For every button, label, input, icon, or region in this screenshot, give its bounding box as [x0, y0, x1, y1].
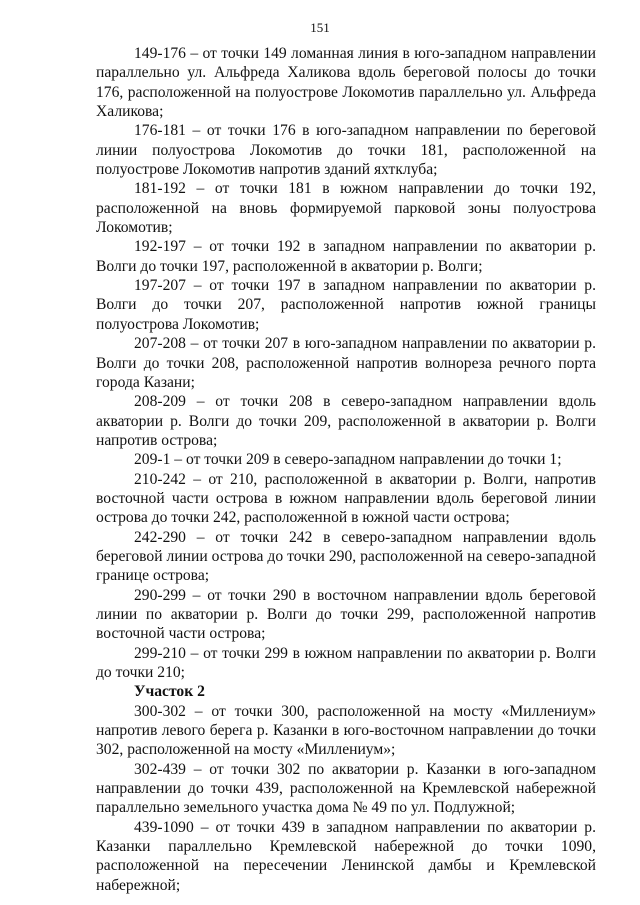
boundary-paragraph: 207-208 – от точки 207 в юго-западном направлении по акватории р. Волги до точки 208, расположенной напротив волнореза речного порта города Казани; [96, 335, 596, 391]
boundary-paragraph: 208-209 – от точки 208 в северо-западном направлении вдоль акватории р. Волги до точки 209, расположенной в акватории р. Волги напротив острова; [96, 393, 596, 449]
boundary-paragraph: 176-181 – от точки 176 в юго-западном направлении по береговой линии полуострова Локомотив до точки 181, расположенной на полуострове Локомотив напротив зданий яхтклуба; [96, 122, 596, 179]
boundary-paragraph: 299-210 – от точки 299 в южном направлении по акватории р. Волги до точки 210; [96, 644, 596, 681]
section-heading: Участок 2 [134, 683, 205, 701]
page-number: 151 [310, 20, 330, 35]
boundary-paragraph: 209-1 – от точки 209 в северо-западном направлении до точки 1; [134, 451, 562, 469]
boundary-paragraph: 290-299 – от точки 290 в восточном направлении вдоль береговой линии по акватории р. Волги до точки 299, расположенной напротив восточной части острова; [96, 586, 596, 643]
boundary-paragraph: 181-192 – от точки 181 в южном направлении до точки 192, расположенной на вновь формируемой парковой зоны полуострова Локомотив; [96, 180, 596, 237]
boundary-paragraph: 302-439 – от точки 302 по акватории р. Казанки в юго-западном направлении до точки 439, расположенной на Кремлевской набережной параллельно земельного участка дома № 49 по ул. Подлужной; [96, 760, 596, 817]
document-body [96, 44, 596, 895]
boundary-paragraph: 197-207 – от точки 197 в западном направлении по акватории р. Волги до точки 207, расположенной напротив южной границы полуострова Локомотив; [96, 277, 596, 333]
boundary-paragraph: 439-1090 – от точки 439 в западном направлении по акватории р. Казанки параллельно Кремлевской набережной до точки 1090, расположенной на пересечении Ленинской дамбы и Кремлевской набережной; [96, 818, 596, 894]
boundary-paragraph: 149-176 – от точки 149 ломанная линия в юго-западном направлении параллельно ул. Альфреда Халикова вдоль береговой полосы до точки 176, расположенной на полуострове Локомотив параллельно ул. Альфреда Халикова; [96, 45, 596, 121]
boundary-paragraph: 300-302 – от точки 300, расположенной на мосту «Миллениум» напротив левого берега р. Казанки в юго-восточном направлении до точки 302, расположенной на мосту «Миллениум»; [96, 702, 596, 759]
boundary-paragraph: 210-242 – от 210, расположенной в акватории р. Волги, напротив восточной части острова в южном направлении вдоль береговой линии острова до точки 242, расположенной в южной части острова; [96, 470, 596, 527]
boundary-paragraph: 242-290 – от точки 242 в северо-западном направлении вдоль береговой линии острова до точки 290, расположенной на северо-западной границе острова; [96, 528, 596, 585]
boundary-paragraph: 192-197 – от точки 192 в западном направлении по акватории р. Волги до точки 197, расположенной в акватории р. Волги; [96, 238, 596, 275]
